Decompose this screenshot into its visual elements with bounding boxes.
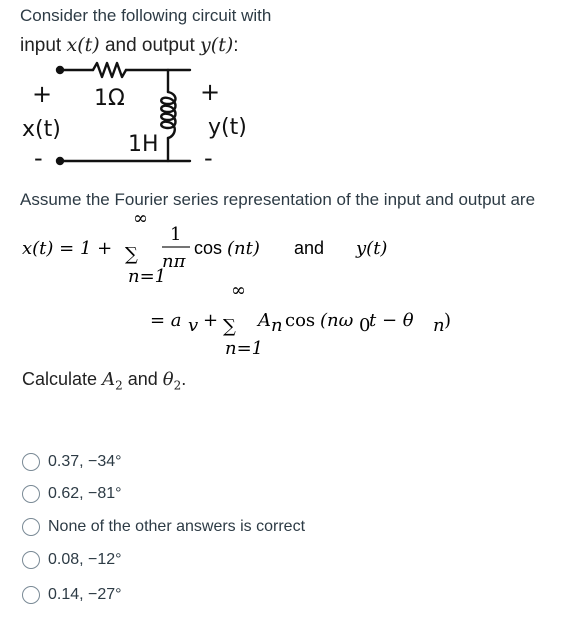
inductor-label: 1H [128, 132, 159, 157]
eq1-cos-arg: (nt) [227, 238, 260, 259]
question-io-line [20, 34, 239, 57]
io-output-var: y(t) [200, 34, 234, 56]
answer-option[interactable] [22, 450, 122, 474]
eq2-sum-bottom: n=1 [225, 338, 264, 359]
eq1-lhs: x(t) = 1 + [22, 238, 113, 259]
calc-A: A [102, 369, 116, 390]
resistor-label: 1Ω [94, 86, 125, 111]
radio-button[interactable] [22, 586, 40, 604]
answer-option[interactable] [22, 548, 122, 572]
calc-A-sub: 2 [115, 378, 123, 393]
answer-option-label: None of the other answers is correct [48, 518, 306, 535]
io-input-var: x(t) [66, 34, 100, 56]
eq2-close: ) [444, 310, 452, 331]
answer-option-label: 0.08, −12° [48, 551, 122, 568]
resistor-zigzag [93, 63, 126, 77]
radio-button[interactable] [22, 485, 40, 503]
calc-period: . [181, 369, 187, 389]
answer-option[interactable] [22, 482, 122, 506]
eq2-theta-sub: n [433, 315, 445, 336]
calc-prefix: Calculate [22, 369, 98, 389]
output-plus: + [200, 78, 221, 106]
eq2-plus: + [203, 310, 219, 331]
eq2-sum-top: ∞ [231, 282, 246, 301]
eq1-sum-bottom: n=1 [128, 266, 167, 287]
io-colon: : [233, 35, 239, 56]
calc-theta-sub: 2 [173, 378, 182, 393]
eq1-sum-sign: ∑ [125, 244, 138, 265]
eq1-cos: cos [194, 238, 223, 258]
eq2-A-sub: n [271, 315, 283, 336]
eq2-lhs: = a [150, 310, 182, 331]
answer-option-label: 0.37, −34° [48, 453, 122, 470]
eq1-frac-den: nπ [162, 251, 186, 272]
eq2-lhs-sub: v [188, 315, 199, 336]
answer-option[interactable] [22, 515, 305, 539]
output-minus: - [204, 144, 213, 172]
io-and: and output [104, 35, 195, 56]
eq2-omega-sub: 0 [359, 315, 371, 336]
eq2-arg: (nω [320, 310, 354, 331]
eq1-y: y(t) [356, 238, 388, 259]
answer-option-label: 0.62, −81° [48, 485, 122, 502]
radio-button[interactable] [22, 518, 40, 536]
eq1-sum-top: ∞ [133, 212, 148, 229]
answer-option[interactable] [22, 583, 122, 607]
eq1-frac-num: 1 [170, 224, 182, 245]
eq2-cos: cos [285, 310, 316, 331]
input-plus: + [32, 80, 53, 108]
eq1-and: and [294, 238, 325, 258]
io-prefix: input [20, 35, 62, 56]
output-label: y(t) [208, 115, 247, 140]
question-assume: Assume the Fourier series representation of the input and output are [20, 190, 536, 209]
equation-input-fourier [22, 212, 562, 292]
input-label: x(t) [22, 117, 61, 142]
inductor-coil [161, 92, 175, 138]
eq2-A: A [258, 310, 271, 331]
question-calculate [22, 369, 186, 393]
input-minus: - [34, 144, 43, 172]
answer-option-label: 0.14, −27° [48, 586, 122, 603]
calc-theta: θ [162, 369, 174, 390]
radio-button[interactable] [22, 551, 40, 569]
eq2-sum-sign: ∑ [223, 316, 236, 337]
circuit-diagram [18, 58, 278, 178]
eq2-arg-rest: t − θ [369, 310, 414, 331]
question-intro: Consider the following circuit with [20, 6, 272, 25]
calc-and: and [127, 369, 158, 389]
equation-output-fourier [150, 282, 570, 362]
radio-button[interactable] [22, 453, 40, 471]
